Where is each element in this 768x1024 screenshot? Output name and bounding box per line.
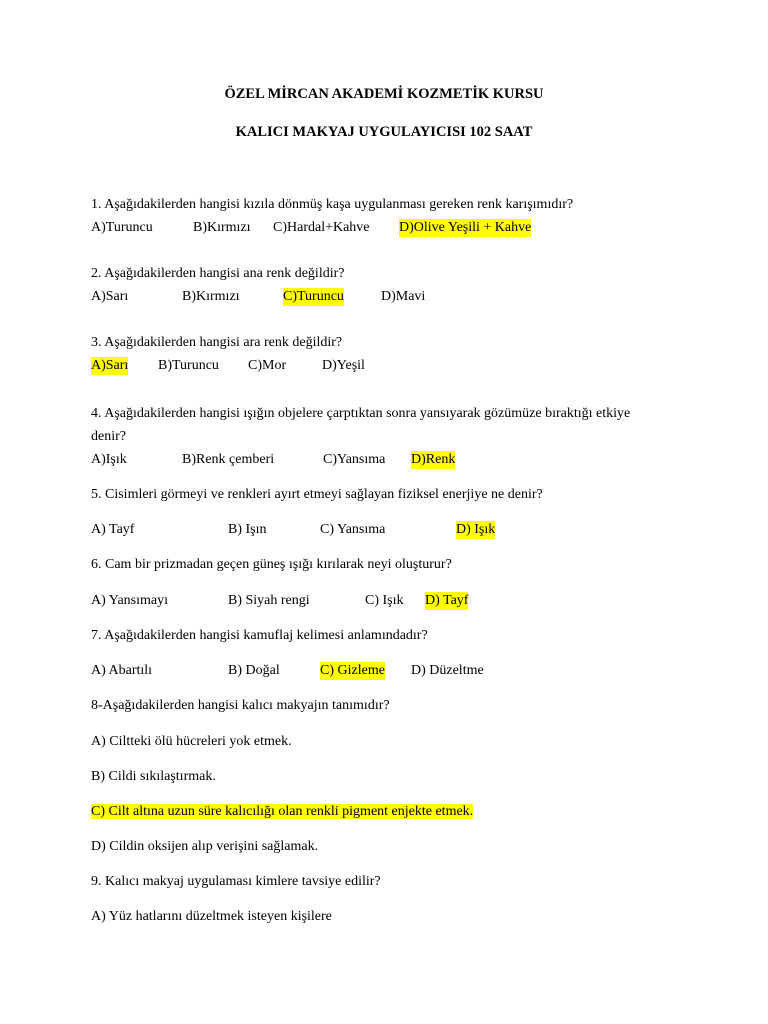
question-1-text: 1. Aşağıdakilerden hangisi kızıla dönmüş kaşa uygulanması gereken renk karışımıdır? bbox=[91, 197, 574, 212]
option-1a: A)Turuncu bbox=[91, 220, 153, 235]
option-4b: B)Renk çemberi bbox=[182, 452, 275, 467]
option-6b: B) Siyah rengi bbox=[228, 593, 310, 608]
question-8-text: 8-Aşağıdakilerden hangisi kalıcı makyajın tanımıdır? bbox=[91, 698, 390, 713]
option-1b: B)Kırmızı bbox=[193, 220, 251, 235]
option-8b: B) Cildi sıkılaştırmak. bbox=[91, 769, 216, 784]
question-1-options bbox=[91, 219, 691, 237]
option-4d-answer: D)Renk bbox=[411, 452, 456, 467]
option-5a: A) Tayf bbox=[91, 522, 135, 537]
question-2-text: 2. Aşağıdakilerden hangisi ana renk değildir? bbox=[91, 266, 345, 281]
question-2-options bbox=[91, 288, 691, 306]
option-2a: A)Sarı bbox=[91, 289, 129, 304]
question-3-text: 3. Aşağıdakilerden hangisi ara renk değildir? bbox=[91, 335, 343, 350]
option-8d: D) Cildin oksijen alıp verişini sağlamak. bbox=[91, 839, 319, 854]
question-6-text: 6. Cam bir prizmadan geçen güneş ışığı kırılarak neyi oluşturur? bbox=[91, 557, 452, 572]
question-4-options bbox=[91, 451, 691, 469]
option-9a: A) Yüz hatlarını düzeltmek isteyen kişilere bbox=[91, 909, 332, 924]
question-4-text: 4. Aşağıdakilerden hangisi ışığın objelere çarptıktan sonra yansıyarak gözümüze bıraktığı etkiye bbox=[91, 406, 631, 421]
document-subtitle: KALICI MAKYAJ UYGULAYICISI 102 SAAT bbox=[235, 124, 533, 140]
question-9-text: 9. Kalıcı makyaj uygulaması kimlere tavsiye edilir? bbox=[91, 874, 381, 889]
question-7-options bbox=[91, 662, 691, 680]
option-6a: A) Yansımayı bbox=[91, 593, 169, 608]
option-3a-answer: A)Sarı bbox=[91, 358, 129, 373]
option-6c: C) Işık bbox=[365, 593, 404, 608]
option-6d-answer: D) Tayf bbox=[425, 593, 469, 608]
question-7-text: 7. Aşağıdakilerden hangisi kamuflaj kelimesi anlamındadır? bbox=[91, 628, 428, 643]
question-6-options bbox=[91, 592, 691, 610]
option-3d: D)Yeşil bbox=[322, 358, 365, 373]
question-5-text: 5. Cisimleri görmeyi ve renkleri ayırt etmeyi sağlayan fiziksel enerjiye ne denir? bbox=[91, 487, 543, 502]
document-title: ÖZEL MİRCAN AKADEMİ KOZMETİK KURSU bbox=[224, 86, 544, 102]
option-3c: C)Mor bbox=[248, 358, 287, 373]
option-2b: B)Kırmızı bbox=[182, 289, 240, 304]
option-1d-answer: D)Olive Yeşili + Kahve bbox=[399, 220, 532, 235]
option-4a: A)Işık bbox=[91, 452, 127, 467]
option-7c-answer: C) Gizleme bbox=[320, 663, 385, 678]
option-7b: B) Doğal bbox=[228, 663, 280, 678]
question-4-text-cont: denir? bbox=[91, 429, 126, 444]
option-8a: A) Ciltteki ölü hücreleri yok etmek. bbox=[91, 734, 292, 749]
option-7d: D) Düzeltme bbox=[411, 663, 484, 678]
option-8c-answer bbox=[91, 803, 473, 821]
question-5-options bbox=[91, 521, 691, 539]
option-3b: B)Turuncu bbox=[158, 358, 219, 373]
question-3-options bbox=[91, 357, 691, 375]
option-5d-answer: D) Işık bbox=[456, 522, 496, 537]
option-2c-answer: C)Turuncu bbox=[283, 289, 344, 304]
option-1c: C)Hardal+Kahve bbox=[273, 220, 370, 235]
option-7a: A) Abartılı bbox=[91, 663, 153, 678]
option-4c: C)Yansıma bbox=[323, 452, 386, 467]
option-5c: C) Yansıma bbox=[320, 522, 386, 537]
option-8c-answer-text: C) Cilt altına uzun süre kalıcılığı olan renkli pigment enjekte etmek. bbox=[91, 804, 474, 819]
option-2d: D)Mavi bbox=[381, 289, 426, 304]
option-5b: B) Işın bbox=[228, 522, 267, 537]
